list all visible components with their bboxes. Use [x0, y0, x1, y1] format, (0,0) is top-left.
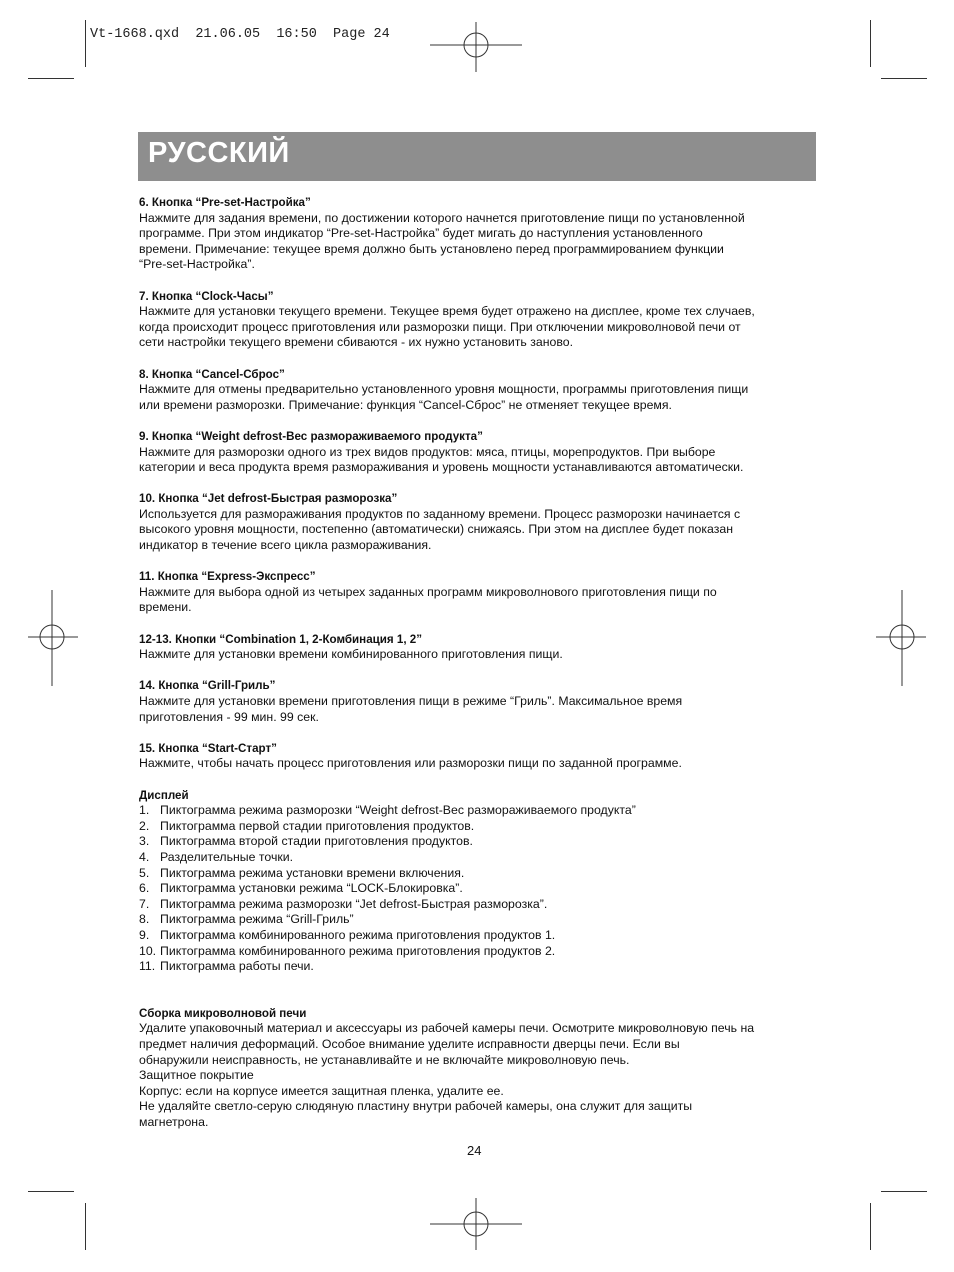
crop-mark	[85, 1203, 86, 1250]
assembly-text-line: Удалите упаковочный материал и аксессуары из рабочей камеры печи. Осмотрите микроволновую печь на	[139, 1021, 755, 1036]
section-text-line: времени.	[139, 600, 192, 615]
display-heading: Дисплей	[139, 788, 189, 802]
section-text-line: Нажмите для установки времени приготовления пищи в режиме “Гриль”. Максимальное время	[139, 694, 683, 708]
section-text-line: Используется для размораживания продуктов по заданному времени. Процесс разморозки начинается с	[139, 506, 741, 521]
section-text-line: высокого уровня мощности, постепенно (автоматически) снижаясь. При этом на дисплее будет показан	[139, 522, 733, 537]
assembly-text-line: обнаружили неисправность, не устанавливайте и не включайте микроволновую печь.	[139, 1052, 630, 1067]
list-item-number: 4.	[139, 849, 150, 864]
list-item-text: Пиктограмма первой стадии приготовления продуктов.	[160, 818, 475, 833]
section-heading: 12-13. Кнопки “Combination 1, 2-Комбинация 1, 2”	[139, 632, 423, 646]
assembly-section	[139, 1006, 819, 1131]
assembly-text-line: Корпус: если на корпусе имеется защитная пленка, удалите ее.	[139, 1083, 504, 1098]
language-banner	[138, 132, 816, 181]
button-section	[139, 367, 819, 414]
button-section	[139, 289, 819, 351]
section-heading: 10. Кнопка “Jet defrost-Быстрая разморозка”	[139, 492, 398, 506]
registration-mark-icon	[28, 590, 78, 686]
crop-mark	[870, 1203, 871, 1250]
registration-mark-icon	[876, 590, 926, 686]
list-item	[139, 897, 819, 913]
list-item	[139, 944, 819, 960]
list-item-number: 11.	[139, 959, 156, 974]
section-text-line: Нажмите для выбора одной из четырех заданных программ микроволнового приготовления пищи по	[139, 584, 717, 599]
section-heading: 7. Кнопка “Clock-Часы”	[139, 289, 274, 303]
list-item-text: Пиктограмма комбинированного режима приготовления продуктов 1.	[160, 927, 556, 942]
list-item-text: Пиктограмма работы печи.	[160, 959, 314, 974]
registration-mark-icon	[430, 1198, 522, 1250]
list-item	[139, 912, 819, 928]
list-item	[139, 850, 819, 866]
section-heading: 11. Кнопка “Express-Экспресс”	[139, 570, 316, 584]
section-heading: 14. Кнопка “Grill-Гриль”	[139, 679, 276, 693]
section-text-line: Нажмите для разморозки одного из трех видов продуктов: мяса, птицы, морепродуктов. При выборе	[139, 444, 716, 459]
list-item-number: 8.	[139, 912, 150, 927]
section-heading: 9. Кнопка “Weight defrost-Вес размораживаемого продукта”	[139, 429, 483, 443]
list-item	[139, 881, 819, 897]
button-section	[139, 632, 819, 663]
assembly-text-line: Не удаляйте светло-серую слюдяную пластину внутри рабочей камеры, она служит для защиты	[139, 1099, 693, 1114]
button-section	[139, 429, 819, 476]
section-text-line: Нажмите для отмены предварительно установленного уровня мощности, программы приготовления пищи	[139, 382, 749, 397]
list-item-text: Пиктограмма режима установки времени включения.	[160, 865, 465, 880]
crop-mark	[28, 1191, 74, 1192]
list-item	[139, 928, 819, 944]
section-text-line: времени. Примечание: текущее время должно быть установлено перед программированием функции	[139, 241, 724, 256]
section-text-line: индикатор в течение всего цикла размораживания.	[139, 538, 432, 553]
assembly-text-line: магнетрона.	[139, 1115, 209, 1130]
list-item	[139, 834, 819, 850]
list-item-text: Пиктограмма второй стадии приготовления продуктов.	[160, 834, 473, 849]
button-section	[139, 195, 819, 273]
list-item-text: Пиктограмма режима разморозки “Weight defrost-Вес размораживаемого продукта”	[160, 803, 636, 818]
button-descriptions	[139, 195, 819, 772]
list-item-text: Пиктограмма режима разморозки “Jet defrost-Быстрая разморозка”.	[160, 896, 548, 911]
section-text-line: когда происходит процесс приготовления или разморозки пищи. При отключении микроволновой печи от	[139, 319, 741, 334]
list-item-text: Пиктограмма комбинированного режима приготовления продуктов 2.	[160, 943, 556, 958]
list-item-text: Пиктограмма установки режима “LOCK-Блокировка”.	[160, 881, 463, 896]
crop-mark	[881, 78, 927, 79]
manual-content	[139, 195, 819, 1146]
section-heading: 8. Кнопка “Cancel-Сброс”	[139, 367, 285, 381]
assembly-text	[139, 1021, 819, 1130]
page-number: 24	[467, 1143, 482, 1158]
list-item-number: 2.	[139, 818, 150, 833]
section-heading: 6. Кнопка “Pre-set-Настройка”	[139, 196, 311, 209]
button-section	[139, 491, 819, 553]
section-text-line: сети настройки текущего времени сбиваются - их нужно установить заново.	[139, 335, 573, 350]
list-item-number: 10.	[139, 943, 157, 958]
list-item-number: 3.	[139, 834, 150, 849]
list-item-number: 7.	[139, 896, 150, 911]
list-item	[139, 803, 819, 819]
crop-mark	[28, 78, 74, 79]
crop-mark	[870, 20, 871, 67]
section-text-line: “Pre-set-Настройка”.	[139, 257, 255, 272]
button-section	[139, 741, 819, 772]
crop-mark	[881, 1191, 927, 1192]
section-text-line: Нажмите для установки времени комбинированного приготовления пищи.	[139, 647, 563, 662]
list-item	[139, 819, 819, 835]
banner-title: РУССКИЙ	[148, 137, 290, 169]
section-text-line: Нажмите для задания времени, по достижении которого начнется приготовление пищи по установленной	[139, 210, 745, 225]
list-item-number: 5.	[139, 865, 150, 880]
button-section	[139, 678, 819, 725]
crop-mark	[85, 20, 86, 67]
section-text-line: Нажмите для установки текущего времени. Текущее время будет отражено на дисплее, кроме тех случаев,	[139, 304, 755, 319]
list-item	[139, 866, 819, 882]
list-item-text: Пиктограмма режима “Grill-Гриль”	[160, 912, 354, 927]
section-text-line: Нажмите, чтобы начать процесс приготовления или разморозки пищи по заданной программе.	[139, 756, 682, 771]
registration-mark-icon	[430, 22, 522, 72]
display-list	[139, 803, 819, 975]
section-text-line: категории и веса продукта время размораживания и уровень мощности устанавливаются автоматически.	[139, 460, 744, 475]
list-item-number: 9.	[139, 927, 150, 942]
section-text-line: программе. При этом индикатор “Pre-set-Настройка” будет мигать до наступления установленного	[139, 226, 703, 241]
assembly-text-line: Защитное покрытие	[139, 1068, 254, 1083]
print-slug: Vt-1668.qxd 21.06.05 16:50 Page 24	[90, 27, 390, 42]
section-heading: 15. Кнопка “Start-Старт”	[139, 741, 277, 755]
list-item-number: 1.	[139, 803, 150, 818]
list-item	[139, 959, 819, 975]
section-text-line: приготовления - 99 мин. 99 сек.	[139, 709, 319, 724]
list-item-number: 6.	[139, 881, 150, 896]
assembly-text-line: предмет наличия деформаций. Особое внимание уделите исправности дверцы печи. Если вы	[139, 1037, 680, 1052]
display-section	[139, 788, 819, 975]
list-item-text: Разделительные точки.	[160, 849, 294, 864]
button-section	[139, 569, 819, 616]
assembly-heading: Сборка микроволновой печи	[139, 1006, 307, 1020]
section-text-line: или времени разморозки. Примечание: функция “Cancel-Сброс” не отменяет текущее время.	[139, 397, 672, 412]
